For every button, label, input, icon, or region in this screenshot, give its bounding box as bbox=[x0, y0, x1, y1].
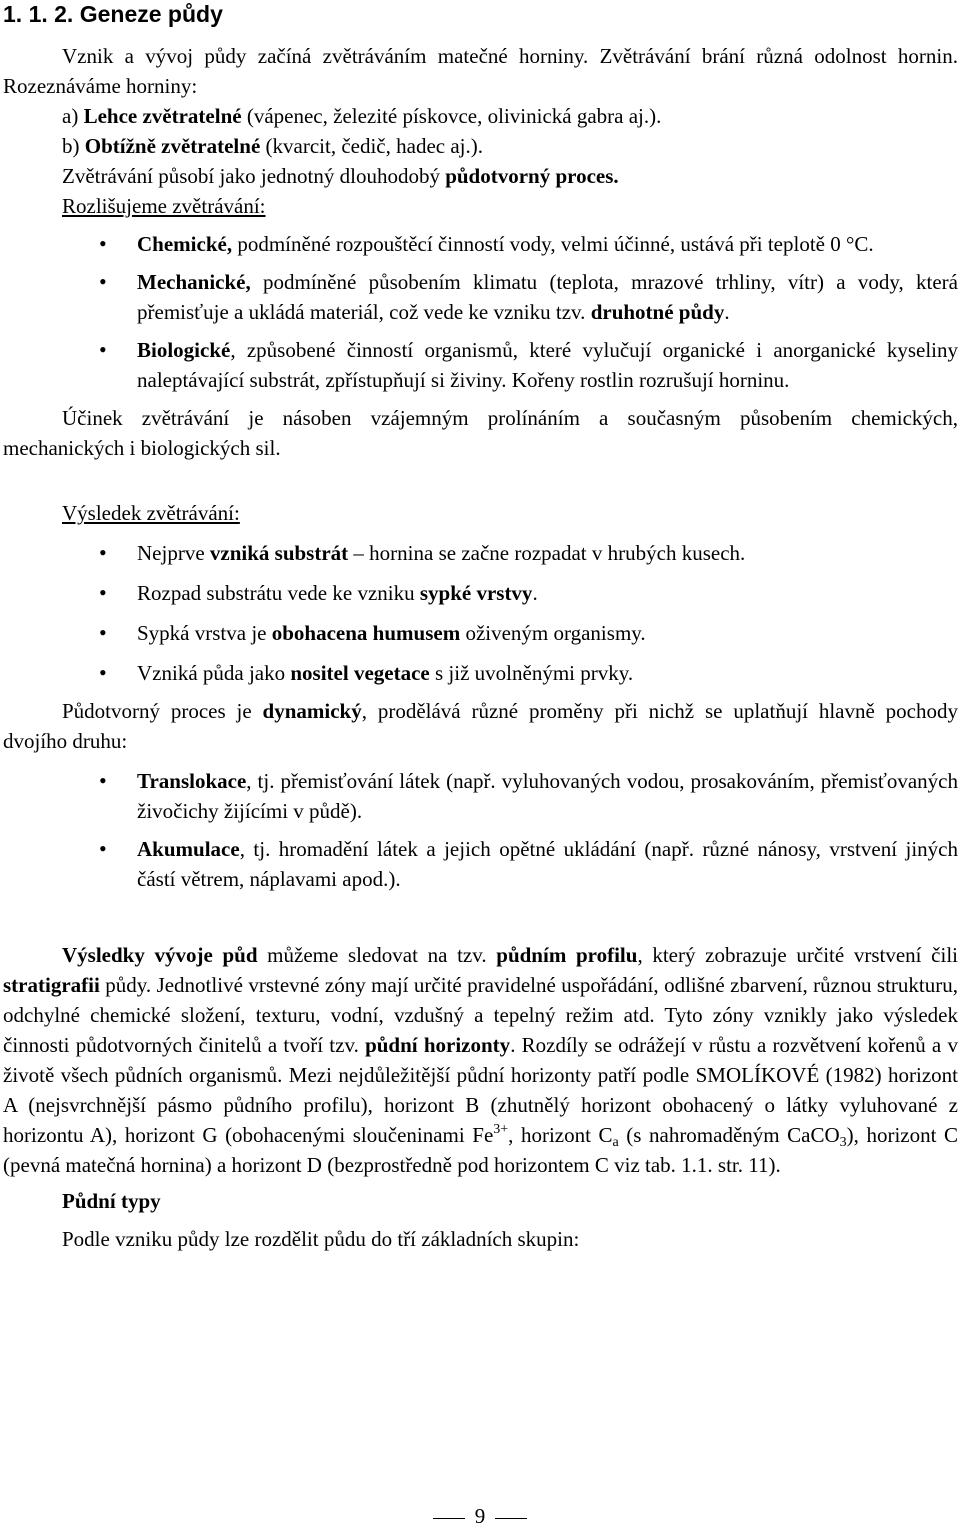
page-number: 9 bbox=[474, 1504, 486, 1528]
footer-rule-right bbox=[495, 1518, 527, 1519]
document-page bbox=[3, 0, 958, 1254]
line-a: a) Lehce zvětratelné (vápenec, železité pískovce, olivinická gabra aj.). bbox=[62, 104, 662, 128]
line-b: b) Obtížně zvětratelné (kvarcit, čedič, hadec aj.). bbox=[62, 134, 483, 158]
weathering-list bbox=[3, 229, 958, 395]
bullet-icon: • bbox=[99, 269, 107, 294]
page-footer bbox=[0, 1502, 960, 1530]
result-list bbox=[3, 538, 958, 688]
list-item: • Nejprve vzniká substrát – hornina se začne rozpadat v hrubých kusech. bbox=[3, 538, 958, 568]
list-item: • Vzniká půda jako nositel vegetace s již uvolněnými prvky. bbox=[3, 658, 958, 688]
paragraph-vznik: Vznik a vývoj půdy začíná zvětráváním matečné horniny. Zvětrávání brání různá odolnost hornin. Rozeznáváme horniny: bbox=[3, 44, 958, 98]
paragraph-ucinek: Účinek zvětrávání je násoben vzájemným prolínáním a současným působením chemických, mechanických i biologických sil. bbox=[3, 406, 958, 460]
bullet-icon: • bbox=[99, 836, 107, 861]
list-item: • Akumulace, tj. hromadění látek a jejich opětné ukládání (např. různé nánosy, vrstvení jiných částí větrem, náplavami apod.). bbox=[99, 836, 958, 891]
process-list bbox=[3, 766, 958, 894]
bullet-icon: • bbox=[99, 620, 107, 645]
bullet-icon: • bbox=[99, 337, 107, 362]
footer-rule-left bbox=[433, 1518, 465, 1519]
list-item: • Chemické, podmíněné rozpouštěcí činností vody, velmi účinné, ustává při teplotě 0 °C. bbox=[3, 229, 958, 259]
bullet-icon: • bbox=[99, 540, 107, 565]
list-item: • Translokace, tj. přemisťování látek (např. vyluhovaných vodou, prosakováním, přemisťovaných živočichy žijícími v půdě). bbox=[99, 768, 958, 823]
bullet-icon: • bbox=[99, 231, 107, 256]
bullet-icon: • bbox=[99, 580, 107, 605]
paragraph-vysledky: Výsledky vývoje půd můžeme sledovat na tzv. půdním profilu, který zobrazuje určité vrstvení čili stratigrafii půdy. Jednotlivé vrstevné zóny mají určité pravidelné uspořádání, odlišné zbarvení, různou strukturu, odchylné chemické složení, texturu, vodní, vzdušný a tepelný režim atd. Tyto zóny vznikly jako výsledek činnosti půdotvorných činitelů a tvoří tzv. půdní horizonty. Rozdíly se odrážejí v růstu a rozvětvení kořenů a v životě všech půdních organismů. Mezi nejdůležitější půdní horizonty patří podle SMOLÍKOVÉ (1982) horizont A (nejsvrchnější pásmo půdního profilu), horizont B (zhutnělý horizont obohacený o látky vyluhované z horizontu A), horizont G (obohacenými sloučeninami $Fe^{3+}$, horizont $C_a$ (s nahromaděným CaCO$_3$), horizont C (pevná matečná hornina) a horizont D (bezprostředně pod horizontem C viz tab. 1.1. str. 11). bbox=[3, 943, 958, 1177]
section-heading: 1. 1. 2. Geneze půdy bbox=[3, 1, 223, 27]
line-zvetravani: Zvětrávání působí jako jednotný dlouhodobý půdotvorný proces. bbox=[62, 164, 619, 188]
subheading-pudni-typy: Půdní typy bbox=[62, 1189, 161, 1213]
list-item: • Sypká vrstva je obohacena humusem oživeným organismy. bbox=[3, 618, 958, 648]
list-item: • Biologické, způsobené činností organismů, které vylučují organické i anorganické kyseliny naleptávající substrát, zpřístupňují si živiny. Kořeny rostlin rozrušují horninu. bbox=[99, 337, 958, 392]
paragraph-podle: Podle vzniku půdy lze rozdělit půdu do tří základních skupin: bbox=[62, 1227, 580, 1251]
paragraph-proces: Půdotvorný proces je dynamický, prodělává různé proměny při nichž se uplatňují hlavně pochody dvojího druhu: bbox=[3, 699, 958, 753]
list-item: • Rozpad substrátu vede ke vzniku sypké vrstvy. bbox=[3, 578, 958, 608]
bullet-icon: • bbox=[99, 768, 107, 793]
list-item: • Mechanické, podmíněné působením klimatu (teplota, mrazové trhliny, vítr) a vody, která přemisťuje a ukládá materiál, což vede ke vzniku tzv. druhotné půdy. bbox=[99, 269, 958, 324]
bullet-icon: • bbox=[99, 660, 107, 685]
rozlisujeme-label: Rozlišujeme zvětrávání: bbox=[62, 194, 266, 218]
vysledek-label: Výsledek zvětrávání: bbox=[62, 501, 240, 525]
